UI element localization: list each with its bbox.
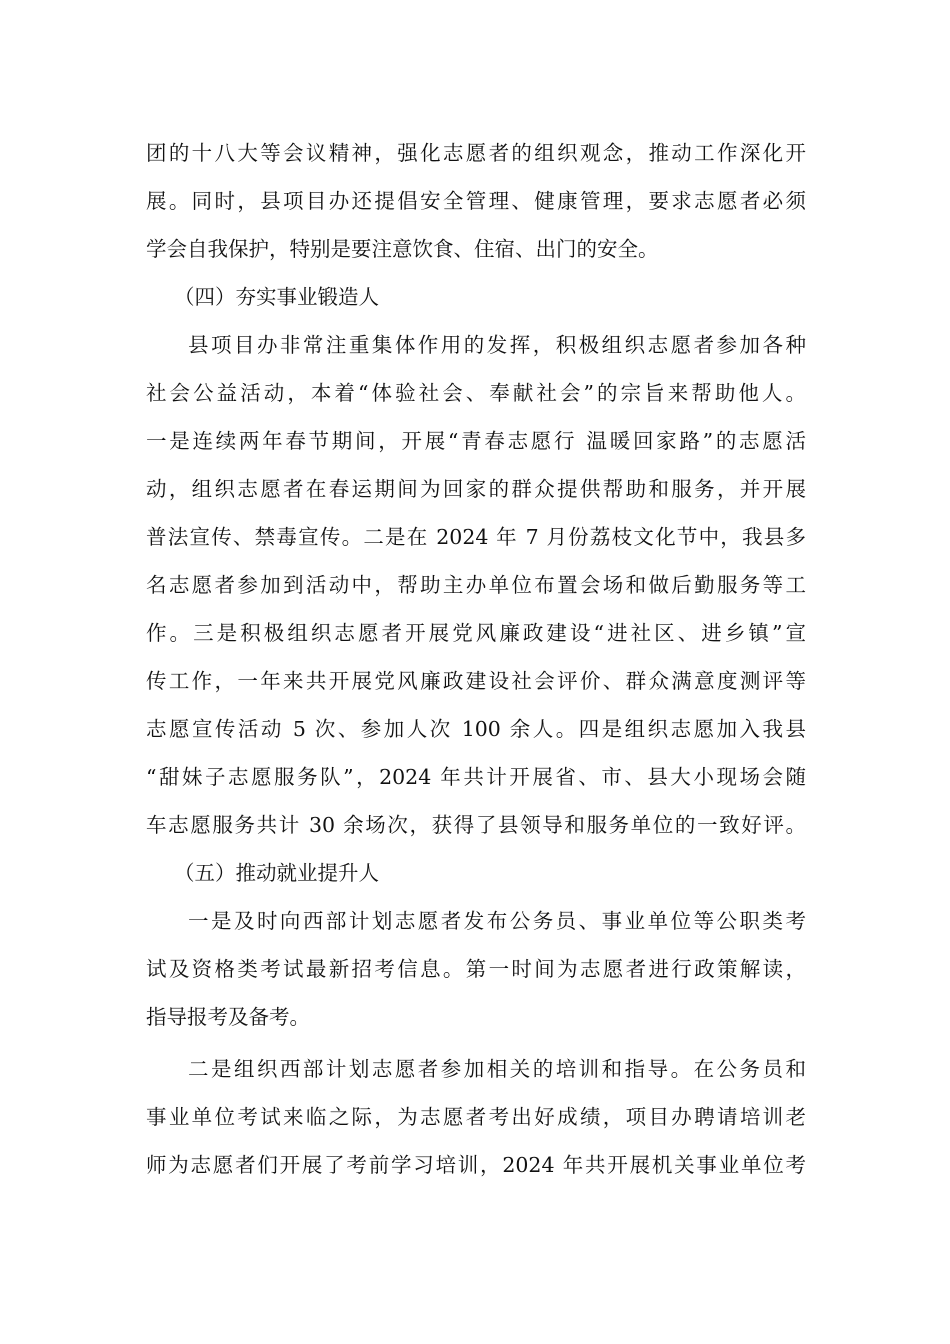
body-text-line: 志愿宣传活动 5 次、参加人次 100 余人。四是组织志愿加入我县 <box>146 717 806 741</box>
body-text-line: 普法宣传、禁毒宣传。二是在 2024 年 7 月份荔枝文化节中，我县多 <box>146 525 806 549</box>
body-text-line: 事业单位考试来临之际，为志愿者考出好成绩，项目办聘请培训老 <box>146 1105 806 1129</box>
body-text-line: 名志愿者参加到活动中，帮助主办单位布置会场和做后勤服务等工 <box>146 573 806 597</box>
section-heading: （四）夯实事业锻造人 <box>174 285 379 309</box>
body-text-line: 车志愿服务共计 30 余场次，获得了县领导和服务单位的一致好评。 <box>146 813 806 837</box>
body-text-line: 学会自我保护，特别是要注意饮食、住宿、出门的安全。 <box>146 237 659 261</box>
paragraph-first-line: 县项目办非常注重集体作用的发挥，积极组织志愿者参加各种 <box>188 333 806 357</box>
body-text-line: “甜妹子志愿服务队”，2024 年共计开展省、市、县大小现场会随 <box>146 765 806 789</box>
body-text-line: 团的十八大等会议精神，强化志愿者的组织观念，推动工作深化开 <box>146 141 806 165</box>
paragraph-first-line: 二是组织西部计划志愿者参加相关的培训和指导。在公务员和 <box>188 1057 806 1081</box>
body-text-line: 传工作，一年来共开展党风廉政建设社会评价、群众满意度测评等 <box>146 669 806 693</box>
body-text-line: 作。三是积极组织志愿者开展党风廉政建设“进社区、进乡镇”宣 <box>146 621 806 645</box>
body-text-line: 社会公益活动，本着“体验社会、奉献社会”的宗旨来帮助他人。 <box>146 381 806 405</box>
body-text-line: 动，组织志愿者在春运期间为回家的群众提供帮助和服务，并开展 <box>146 477 806 501</box>
section-heading: （五）推动就业提升人 <box>174 861 379 885</box>
body-text-line: 试及资格类考试最新招考信息。第一时间为志愿者进行政策解读， <box>146 957 806 981</box>
body-text-line: 展。同时，县项目办还提倡安全管理、健康管理，要求志愿者必须 <box>146 189 806 213</box>
body-text-line: 师为志愿者们开展了考前学习培训，2024 年共开展机关事业单位考 <box>146 1153 806 1177</box>
paragraph-first-line: 一是及时向西部计划志愿者发布公务员、事业单位等公职类考 <box>188 909 806 933</box>
body-text-line: 一是连续两年春节期间，开展“青春志愿行 温暖回家路”的志愿活 <box>146 429 806 453</box>
body-text-line: 指导报考及备考。 <box>146 1005 310 1029</box>
